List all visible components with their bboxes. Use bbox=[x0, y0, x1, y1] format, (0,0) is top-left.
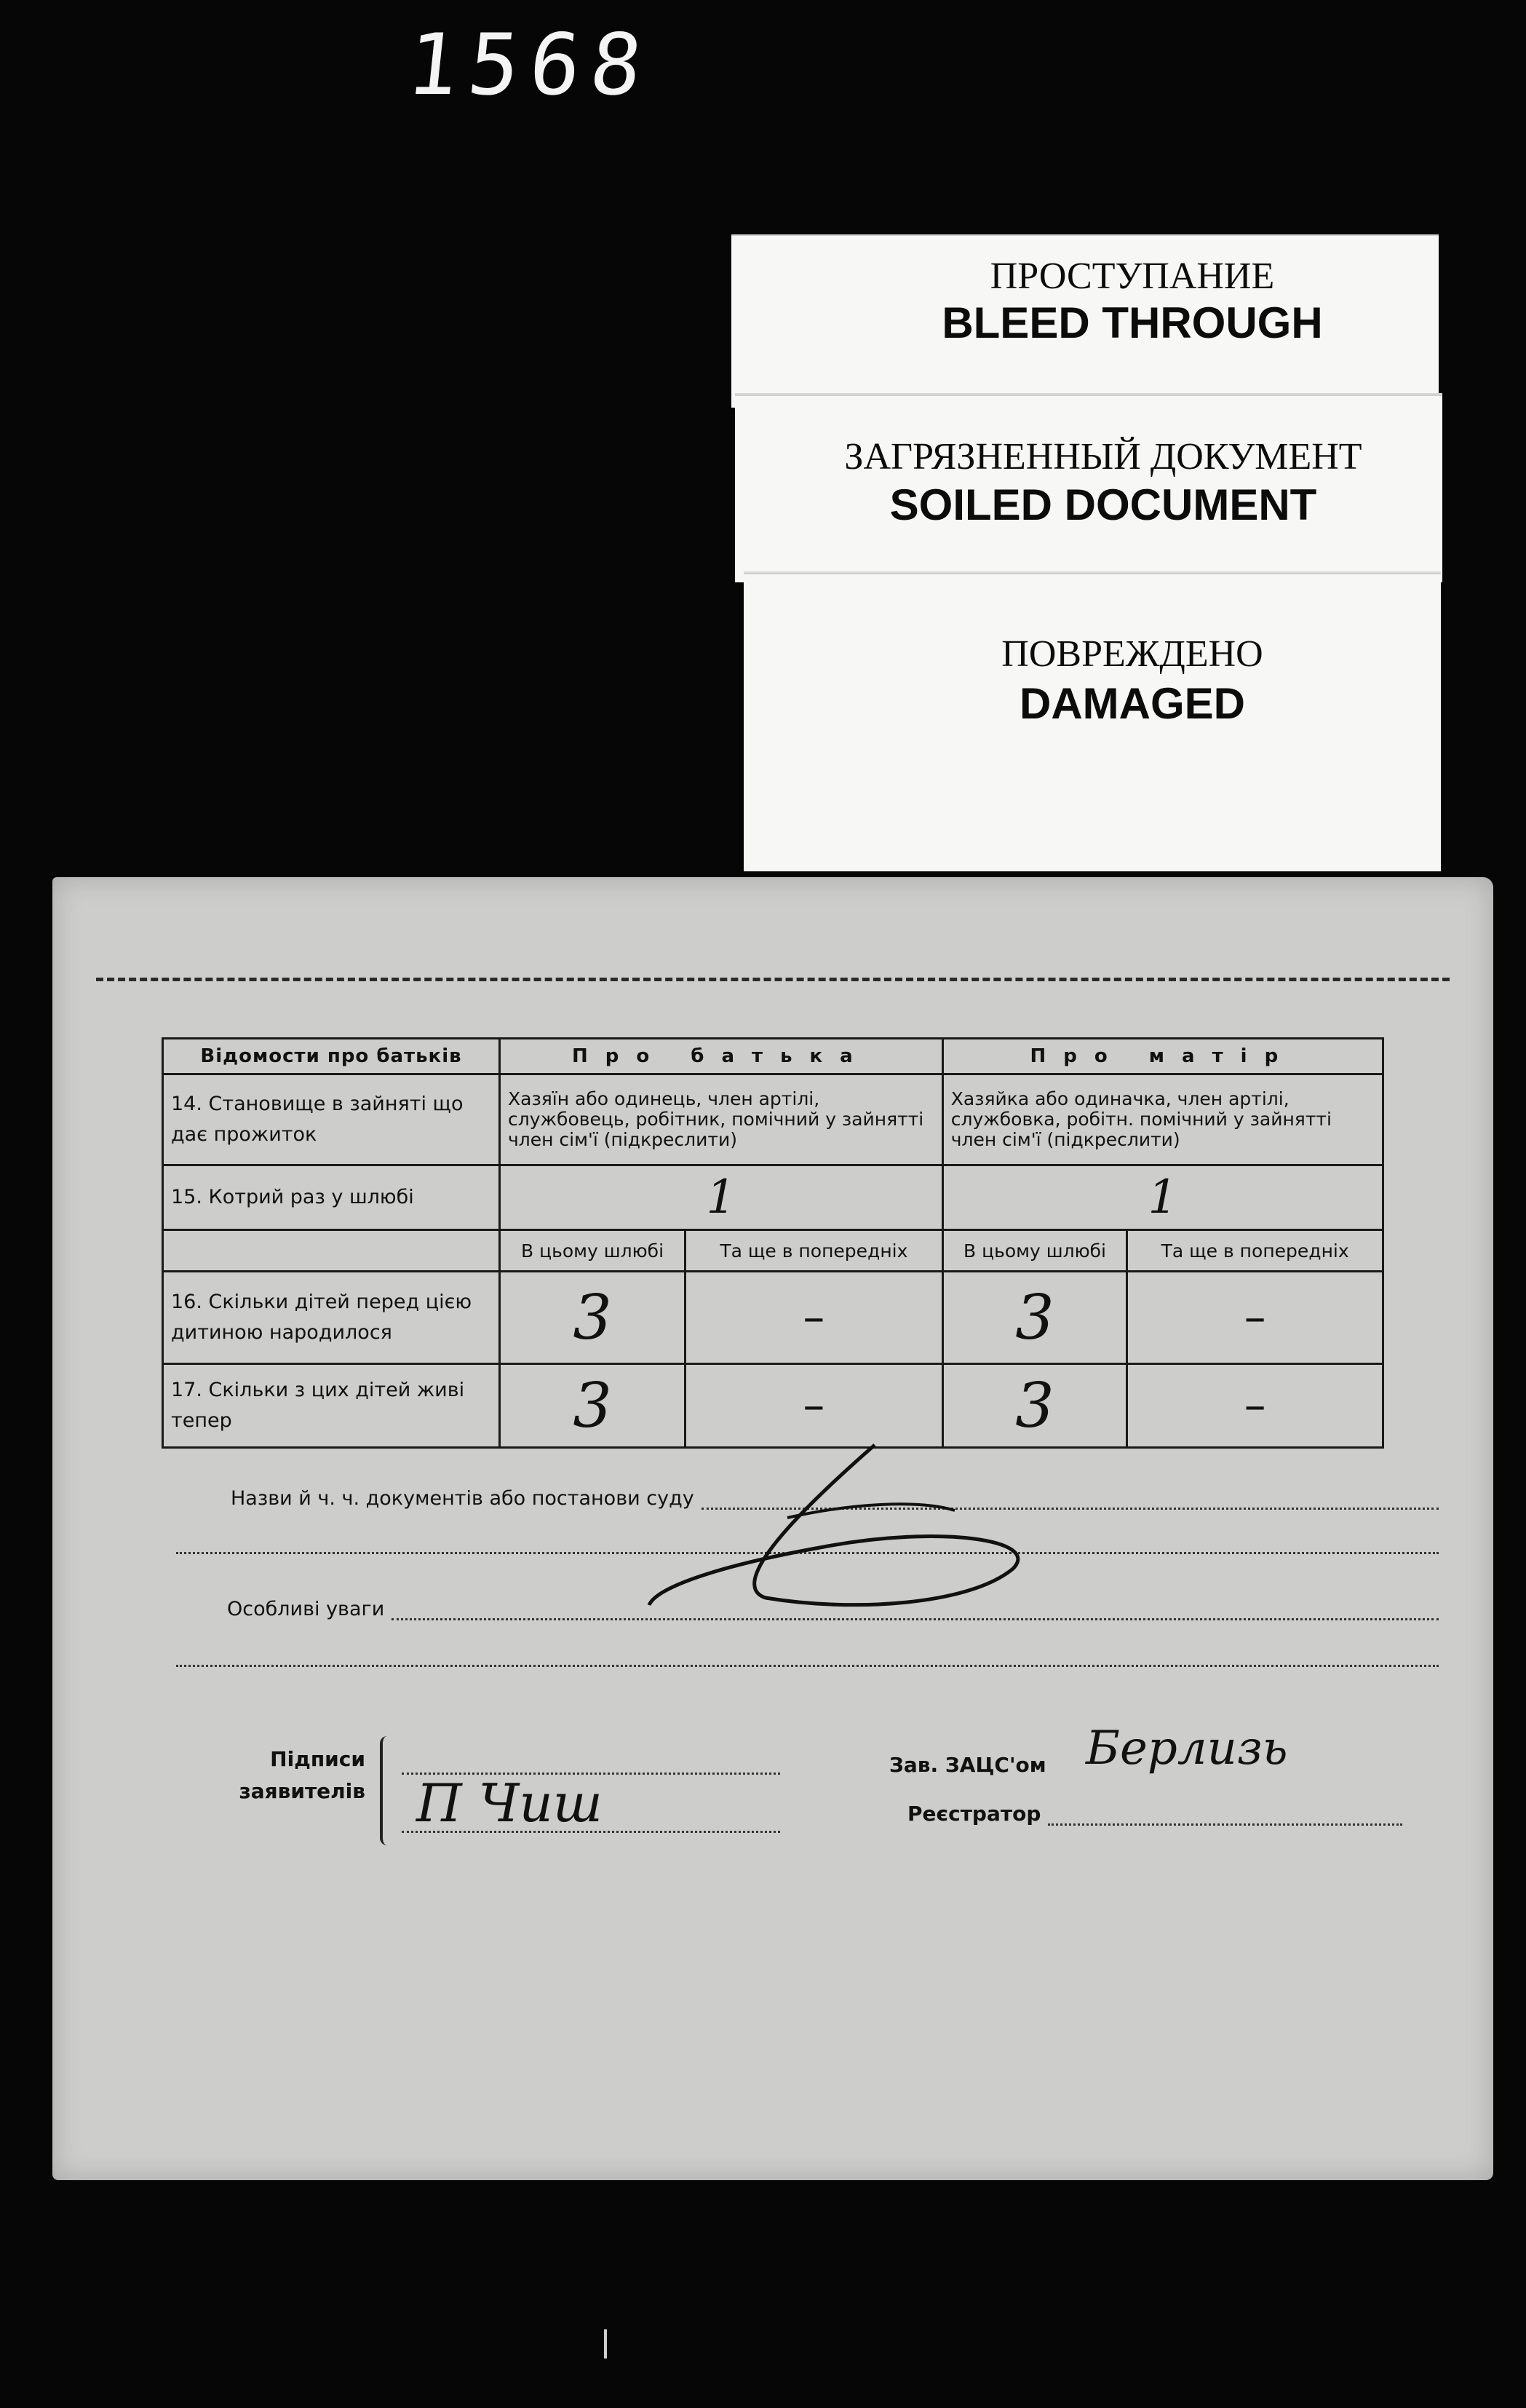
q17-label: 17. Скільки з цих дітей живі тепер bbox=[163, 1364, 500, 1448]
remarks-label: Особливі уваги bbox=[227, 1598, 385, 1620]
label-en-text: SOILED DOCUMENT bbox=[889, 480, 1317, 529]
cancel-scribble bbox=[635, 1430, 1086, 1620]
registrar-dotted-line bbox=[1048, 1803, 1402, 1826]
q16-label: 16. Скільки дітей перед цією дитиною народилося bbox=[163, 1272, 500, 1364]
label-bleed-through bbox=[731, 234, 1439, 408]
q17-mother-this: 3 bbox=[942, 1364, 1127, 1448]
registration-form-sheet bbox=[52, 877, 1493, 2180]
frame-number: 1568 bbox=[402, 16, 657, 114]
q16-mother-prev: – bbox=[1127, 1272, 1383, 1364]
q17-father-this: 3 bbox=[500, 1364, 685, 1448]
mother-this-marriage-header: В цьому шлюбі bbox=[942, 1230, 1127, 1272]
table-subheader-row bbox=[163, 1230, 1383, 1272]
father-this-marriage-header: В цьому шлюбі bbox=[500, 1230, 685, 1272]
documents-label: Назви й ч. ч. документів або постанови суду bbox=[231, 1487, 694, 1510]
tear-line-divider bbox=[96, 978, 1450, 981]
applicant-signature: П Чиш bbox=[416, 1773, 603, 1834]
label-ru-text: ЗАГРЯЗНЕННЫЙ ДОКУМЕНТ bbox=[844, 436, 1362, 478]
empty-cell bbox=[163, 1230, 500, 1272]
label-en-text: BLEED THROUGH bbox=[942, 298, 1323, 347]
label-ru-text: ПРОСТУПАНИЕ bbox=[990, 256, 1275, 297]
q16-father-this: 3 bbox=[500, 1272, 685, 1364]
q15-label: 15. Котрий раз у шлюбі bbox=[163, 1165, 500, 1230]
label-damaged bbox=[744, 571, 1441, 871]
table-header-row bbox=[163, 1039, 1383, 1074]
head-label: Зав. ЗАЦС'ом bbox=[889, 1753, 1046, 1777]
brace-mark bbox=[380, 1736, 396, 1845]
remarks-dotted-line-2 bbox=[176, 1644, 1439, 1667]
registrar-label: Реєстратор bbox=[907, 1802, 1041, 1826]
q17-father-prev: – bbox=[685, 1364, 943, 1448]
label-en-text: DAMAGED bbox=[1020, 679, 1245, 728]
q14-mother-options: Хазяйка або одиначка, член артілі, службовка, робітн. помічний у зайнятті член сім'ї (підкреслити) bbox=[942, 1074, 1383, 1165]
q16-mother-this: 3 bbox=[942, 1272, 1127, 1364]
q17-mother-prev: – bbox=[1127, 1364, 1383, 1448]
q15-mother-value: 1 bbox=[942, 1165, 1383, 1230]
table-row bbox=[163, 1272, 1383, 1364]
parents-info-table bbox=[162, 1037, 1384, 1449]
header-info: Відомости про батьків bbox=[163, 1039, 500, 1074]
applicants-label: Підписи заявителів bbox=[239, 1747, 365, 1803]
q15-father-value: 1 bbox=[500, 1165, 943, 1230]
table-row bbox=[163, 1165, 1383, 1230]
q14-father-options: Хазяїн або одинець, член артілі, службовець, робітник, помічний у зайнятті член сім'ї (підкреслити) bbox=[500, 1074, 943, 1165]
remarks-field-continuation bbox=[169, 1645, 1439, 1667]
head-signature: Берлизь bbox=[1086, 1722, 1288, 1775]
registrar-field bbox=[907, 1802, 1402, 1826]
film-mark bbox=[604, 2329, 607, 2359]
q16-father-prev: – bbox=[685, 1272, 943, 1364]
header-father: Про батька bbox=[500, 1039, 943, 1074]
signatures-block bbox=[220, 1722, 1457, 1882]
table-row bbox=[163, 1074, 1383, 1165]
label-ru-text: ПОВРЕЖДЕНО bbox=[1001, 633, 1263, 675]
q14-label: 14. Становище в зайняті що дає прожиток bbox=[163, 1074, 500, 1165]
father-previous-header: Та ще в попередніх bbox=[685, 1230, 943, 1272]
header-mother: Про матір bbox=[942, 1039, 1383, 1074]
mother-previous-header: Та ще в попередніх bbox=[1127, 1230, 1383, 1272]
label-soiled-document bbox=[735, 393, 1442, 582]
